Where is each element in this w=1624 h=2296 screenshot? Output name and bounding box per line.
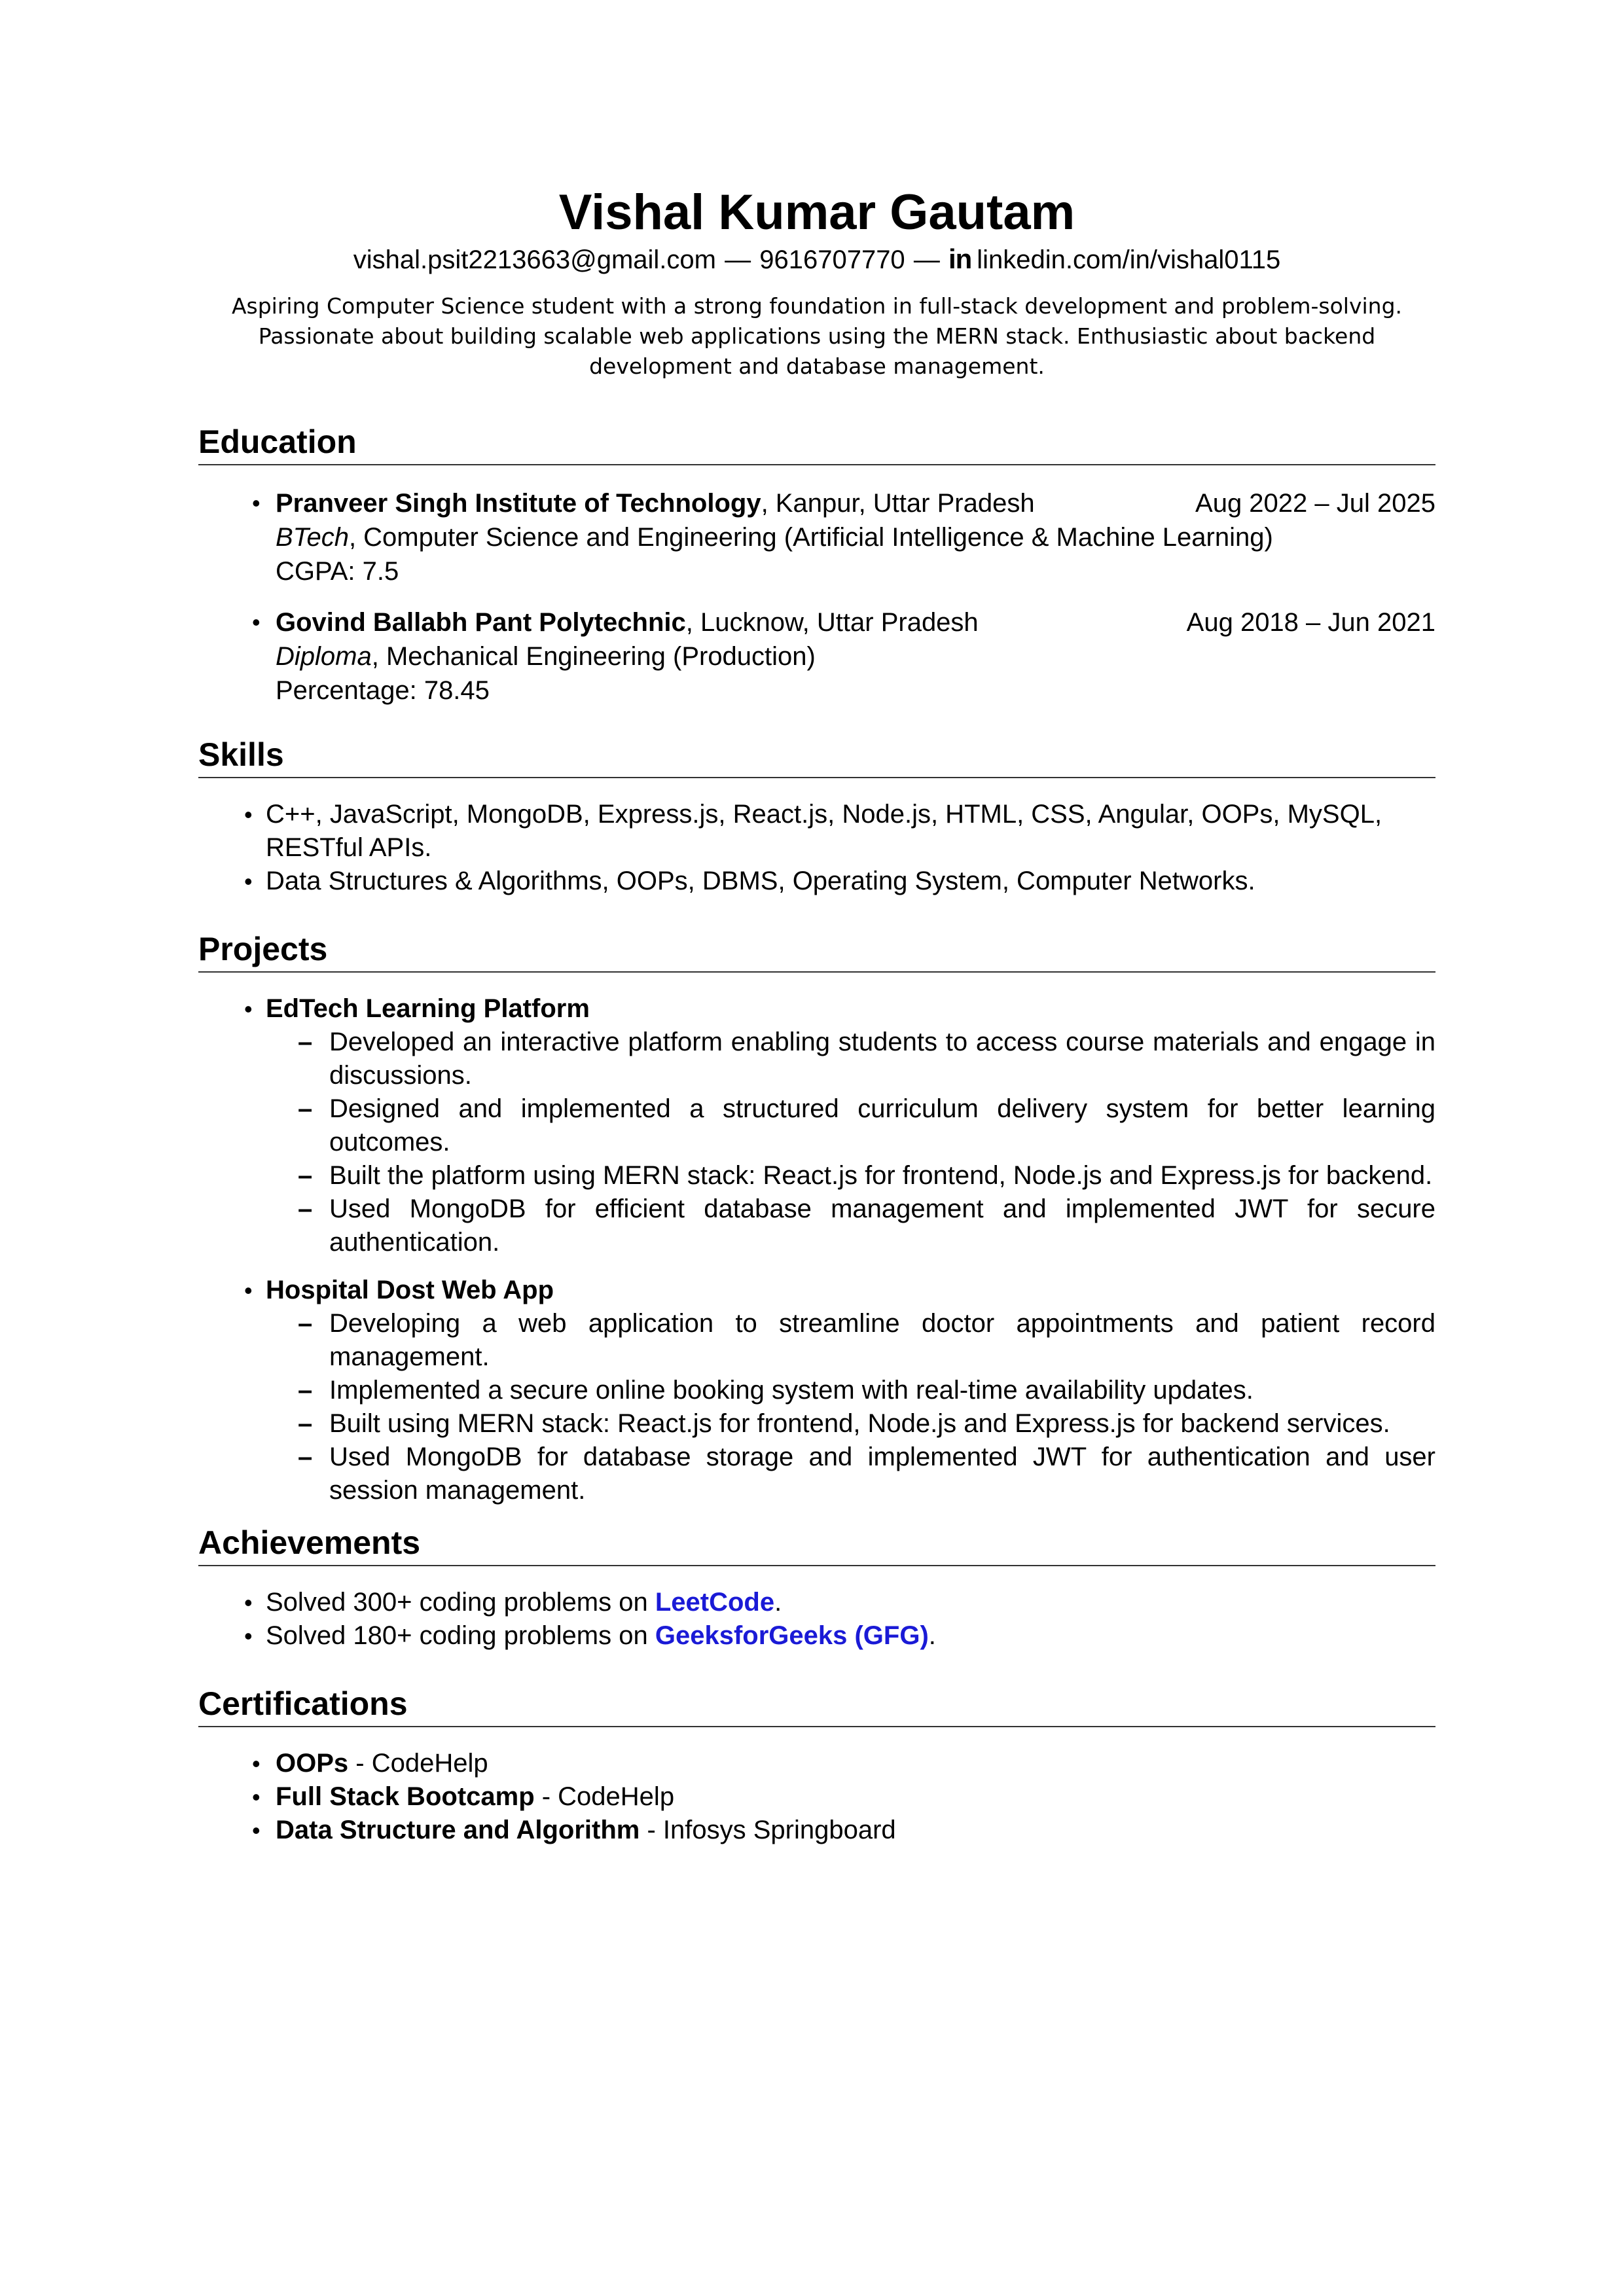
skill-text: Data Structures & Algorithms, OOPs, DBMS, Operating System, Computer Networks.: [266, 867, 1255, 895]
project-item: [198, 1274, 1435, 1507]
certification-issuer: - CodeHelp: [348, 1749, 488, 1778]
project-point: – Built the platform using MERN stack: React.js for frontend, Node.js and Express.js for backend.: [198, 1159, 1435, 1193]
project-point: – Implemented a secure online booking system with real-time availability updates.: [198, 1374, 1435, 1407]
achievement-item: • Solved 300+ coding problems on LeetCode.: [198, 1586, 1435, 1619]
bullet-icon: •: [244, 1589, 253, 1616]
certification-name: Data Structure and Algorithm: [276, 1816, 640, 1844]
skill-item: [198, 865, 1435, 898]
dash-icon: –: [298, 1094, 313, 1123]
section-title-certifications: Certifications: [198, 1684, 1435, 1727]
institution-name: Pranveer Singh Institute of Technology: [276, 489, 761, 518]
gfg-link[interactable]: GeeksforGeeks (GFG): [655, 1621, 929, 1650]
skills-list: [198, 798, 1435, 898]
bullet-icon: •: [252, 1817, 261, 1844]
degree-name: Diploma: [276, 642, 372, 671]
project-item: [198, 992, 1435, 1259]
bullet-icon: •: [252, 1784, 261, 1810]
project-point: – Developed an interactive platform enabling students to access course materials and engage in discussions.: [198, 1026, 1435, 1092]
education-item: [198, 486, 1435, 588]
certification-issuer: - CodeHelp: [534, 1782, 675, 1811]
bullet-icon: •: [244, 801, 253, 828]
project-point: – Built using MERN stack: React.js for frontend, Node.js and Express.js for backend services.: [198, 1407, 1435, 1441]
linkedin-icon: in: [948, 243, 972, 274]
project-point: – Developing a web application to streamline doctor appointments and patient record management.: [198, 1307, 1435, 1374]
education-dates: Aug 2022 – Jul 2025: [1195, 489, 1435, 518]
education-dates: Aug 2018 – Jun 2021: [1186, 608, 1435, 637]
project-point: – Designed and implemented a structured curriculum delivery system for better learning outcomes.: [198, 1092, 1435, 1159]
separator: —: [725, 245, 751, 274]
leetcode-link[interactable]: LeetCode: [655, 1588, 775, 1617]
education-list: [198, 486, 1435, 708]
phone-number: 9616707770: [759, 245, 905, 274]
dash-icon: –: [298, 1409, 313, 1438]
project-point: – Used MongoDB for database storage and implemented JWT for authentication and user session management.: [198, 1441, 1435, 1507]
dash-icon: –: [298, 1309, 313, 1338]
degree-field: , Computer Science and Engineering (Artificial Intelligence & Machine Learning): [348, 523, 1273, 552]
bullet-icon: •: [244, 1277, 253, 1304]
certifications-section: [198, 1684, 1435, 1847]
institution-location: , Lucknow, Uttar Pradesh: [685, 608, 979, 637]
skills-section: [198, 735, 1435, 898]
project-name: Hospital Dost Web App: [266, 1276, 554, 1304]
education-score: CGPA: 7.5: [276, 557, 399, 586]
certifications-list: [198, 1747, 1435, 1847]
section-title-achievements: Achievements: [198, 1523, 1435, 1566]
dash-icon: –: [298, 1443, 313, 1471]
bullet-icon: •: [244, 868, 253, 895]
linkedin-link[interactable]: linkedin.com/in/vishal0115: [977, 245, 1281, 274]
certification-item: [198, 1814, 1435, 1847]
degree-name: BTech: [276, 523, 349, 552]
separator: —: [913, 245, 940, 274]
dash-icon: –: [298, 1376, 313, 1405]
certification-name: Full Stack Bootcamp: [276, 1782, 535, 1811]
dash-icon: –: [298, 1028, 313, 1056]
certification-item: [198, 1780, 1435, 1814]
resume-header: [198, 183, 1435, 382]
project-point: – Used MongoDB for efficient database management and implemented JWT for secure authentication.: [198, 1193, 1435, 1259]
contact-line: [198, 242, 1435, 277]
bullet-icon: •: [252, 609, 261, 636]
institution-location: , Kanpur, Uttar Pradesh: [761, 489, 1035, 518]
resume-content: [198, 183, 1435, 1847]
achievements-list: [198, 1586, 1435, 1653]
dash-icon: –: [298, 1161, 313, 1190]
project-name: EdTech Learning Platform: [266, 994, 590, 1023]
email-link[interactable]: vishal.psit2213663@gmail.com: [353, 245, 716, 274]
bullet-icon: •: [252, 490, 261, 516]
certification-name: OOPs: [276, 1749, 349, 1778]
section-title-projects: Projects: [198, 929, 1435, 973]
certification-issuer: - Infosys Springboard: [640, 1816, 896, 1844]
certification-item: [198, 1747, 1435, 1780]
institution-name: Govind Ballabh Pant Polytechnic: [276, 608, 686, 637]
projects-list: [198, 992, 1435, 1507]
summary-text: Aspiring Computer Science student with a strong foundation in full-stack development and problem-solving. Passionate about building scalable web applications using the MERN stack. Enthusiastic about backend development and database management.: [231, 293, 1403, 379]
degree-field: , Mechanical Engineering (Production): [371, 642, 816, 671]
education-item: [198, 605, 1435, 708]
bullet-icon: •: [252, 1750, 261, 1777]
education-score: Percentage: 78.45: [276, 676, 490, 705]
section-title-skills: Skills: [198, 735, 1435, 778]
bullet-icon: •: [244, 1623, 253, 1649]
bullet-icon: •: [244, 996, 253, 1022]
education-section: [198, 422, 1435, 708]
achievement-item: • Solved 180+ coding problems on GeeksforGeeks (GFG).: [198, 1619, 1435, 1653]
candidate-name: Vishal Kumar Gautam: [558, 185, 1075, 240]
section-title-education: Education: [198, 422, 1435, 465]
projects-section: [198, 929, 1435, 1507]
achievements-section: [198, 1523, 1435, 1653]
dash-icon: –: [298, 1194, 313, 1223]
skill-item: [198, 798, 1435, 865]
skill-text: C++, JavaScript, MongoDB, Express.js, React.js, Node.js, HTML, CSS, Angular, OOPs, MySQL, RESTful APIs.: [266, 800, 1382, 862]
